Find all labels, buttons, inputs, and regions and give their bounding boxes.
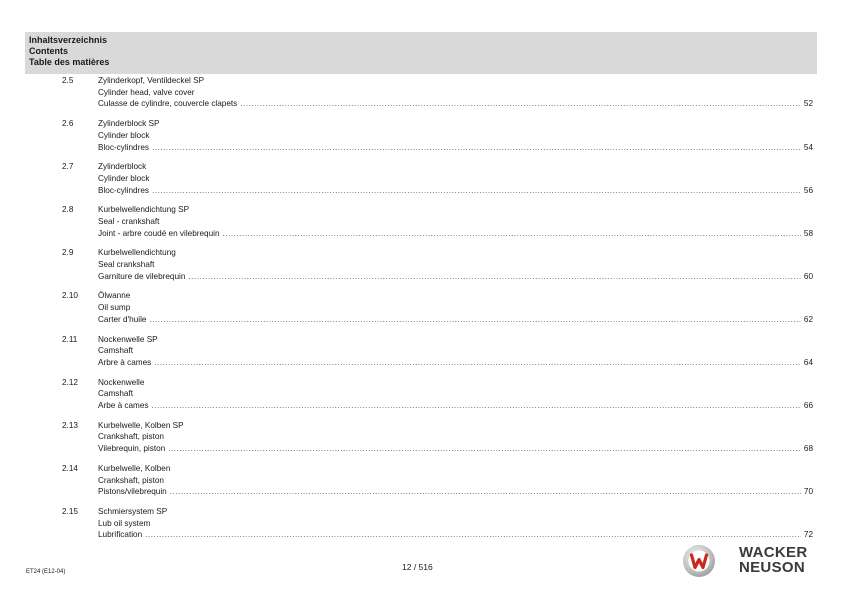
title-fr: Pistons/vilebrequin: [98, 487, 167, 497]
title-de: Kurbelwellendichtung SP: [98, 205, 190, 215]
toc-title-fr: Table des matières: [29, 57, 110, 67]
title-de: Schmiersystem SP: [98, 506, 168, 516]
title-de: Nockenwelle: [98, 377, 145, 387]
wacker-neuson-logo-icon: [683, 545, 715, 577]
page-number[interactable]: 70: [803, 487, 813, 497]
title-fr: Carter d'huile: [98, 314, 147, 324]
toc-list: [0, 74, 842, 548]
dot-leader: [152, 400, 801, 412]
toc-entry[interactable]: [0, 333, 842, 376]
dot-leader: [188, 271, 801, 283]
title-en: Cylinder head, valve cover: [98, 87, 195, 97]
section-number: 2.9: [62, 248, 74, 258]
page-number[interactable]: 72: [803, 530, 813, 540]
logo-text-line1: WACKER: [739, 544, 808, 561]
page-number[interactable]: 68: [803, 444, 813, 454]
section-number: 2.10: [62, 291, 78, 301]
brand-logo-text: [739, 545, 807, 575]
page-number[interactable]: 62: [803, 314, 813, 324]
title-fr: Vilebrequin, piston: [98, 444, 166, 454]
toc-entry[interactable]: [0, 289, 842, 332]
page-number[interactable]: 64: [803, 357, 813, 367]
page-number[interactable]: 52: [803, 99, 813, 109]
title-en: Camshaft: [98, 346, 134, 356]
page-number[interactable]: 56: [803, 185, 813, 195]
page-indicator: 12 / 516: [402, 562, 433, 572]
title-fr: Arbre à cames: [98, 357, 152, 367]
title-fr: Garniture de vilebrequin: [98, 271, 186, 281]
dot-leader: [223, 228, 801, 240]
title-en: Crankshaft, piston: [98, 475, 164, 485]
title-de: Kurbelwelle, Kolben SP: [98, 420, 184, 430]
section-number: 2.5: [62, 76, 74, 85]
title-en: Seal crankshaft: [98, 260, 155, 270]
title-fr: Culasse de cylindre, couvercle clapets: [98, 99, 238, 109]
section-number: 2.13: [62, 420, 78, 430]
title-en: Seal - crankshaft: [98, 216, 160, 226]
title-fr: Joint - arbre coudé en vilebrequin: [98, 228, 220, 238]
title-de: Zylinderblock SP: [98, 119, 160, 129]
toc-entry[interactable]: [0, 376, 842, 419]
title-fr: Bloc-cylindres: [98, 185, 149, 195]
section-number: 2.11: [62, 334, 78, 344]
section-number: 2.7: [62, 162, 74, 172]
toc-entry[interactable]: [0, 117, 842, 160]
title-en: Cylinder block: [98, 173, 150, 183]
section-number: 2.12: [62, 377, 78, 387]
title-en: Crankshaft, piston: [98, 432, 164, 442]
title-en: Lub oil system: [98, 518, 151, 528]
toc-title-en: Contents: [29, 46, 68, 56]
section-number: 2.14: [62, 463, 78, 473]
title-de: Zylinderblock: [98, 162, 147, 172]
title-fr: Lubrification: [98, 530, 143, 540]
logo-text-line2: NEUSON: [739, 559, 805, 576]
section-number: 2.8: [62, 205, 74, 215]
title-de: Kurbelwellendichtung: [98, 248, 176, 258]
dot-leader: [149, 314, 800, 326]
title-de: Zylinderkopf, Ventildeckel SP: [98, 76, 205, 85]
page-number[interactable]: 66: [803, 401, 813, 411]
toc-entry[interactable]: [0, 160, 842, 203]
dot-leader: [154, 357, 801, 369]
section-number: 2.15: [62, 506, 78, 516]
toc-entry[interactable]: [0, 462, 842, 505]
section-number: 2.6: [62, 119, 74, 129]
page-number[interactable]: 60: [803, 271, 813, 281]
title-de: Kurbelwelle, Kolben: [98, 463, 171, 473]
title-de: Ölwanne: [98, 291, 131, 301]
toc-entry[interactable]: [0, 419, 842, 462]
dot-leader: [152, 185, 801, 197]
toc-entry[interactable]: [0, 246, 842, 289]
dot-leader: [240, 98, 801, 110]
dot-leader: [145, 529, 801, 541]
title-en: Cylinder block: [98, 130, 150, 140]
page-number[interactable]: 54: [803, 142, 813, 152]
document-code: ET24 (E12-04): [26, 569, 66, 575]
toc-title-de: Inhaltsverzeichnis: [29, 35, 108, 45]
toc-entry[interactable]: [0, 203, 842, 246]
dot-leader: [152, 142, 801, 154]
dot-leader: [170, 486, 801, 498]
toc-entry[interactable]: [0, 74, 842, 117]
page-number[interactable]: 58: [803, 228, 813, 238]
dot-leader: [168, 443, 801, 455]
title-en: Oil sump: [98, 303, 131, 313]
title-de: Nockenwelle SP: [98, 334, 158, 344]
title-fr: Arbe à cames: [98, 401, 149, 411]
title-en: Camshaft: [98, 389, 134, 399]
toc-header: [25, 32, 817, 74]
title-fr: Bloc-cylindres: [98, 142, 149, 152]
toc-entry[interactable]: [0, 505, 842, 548]
